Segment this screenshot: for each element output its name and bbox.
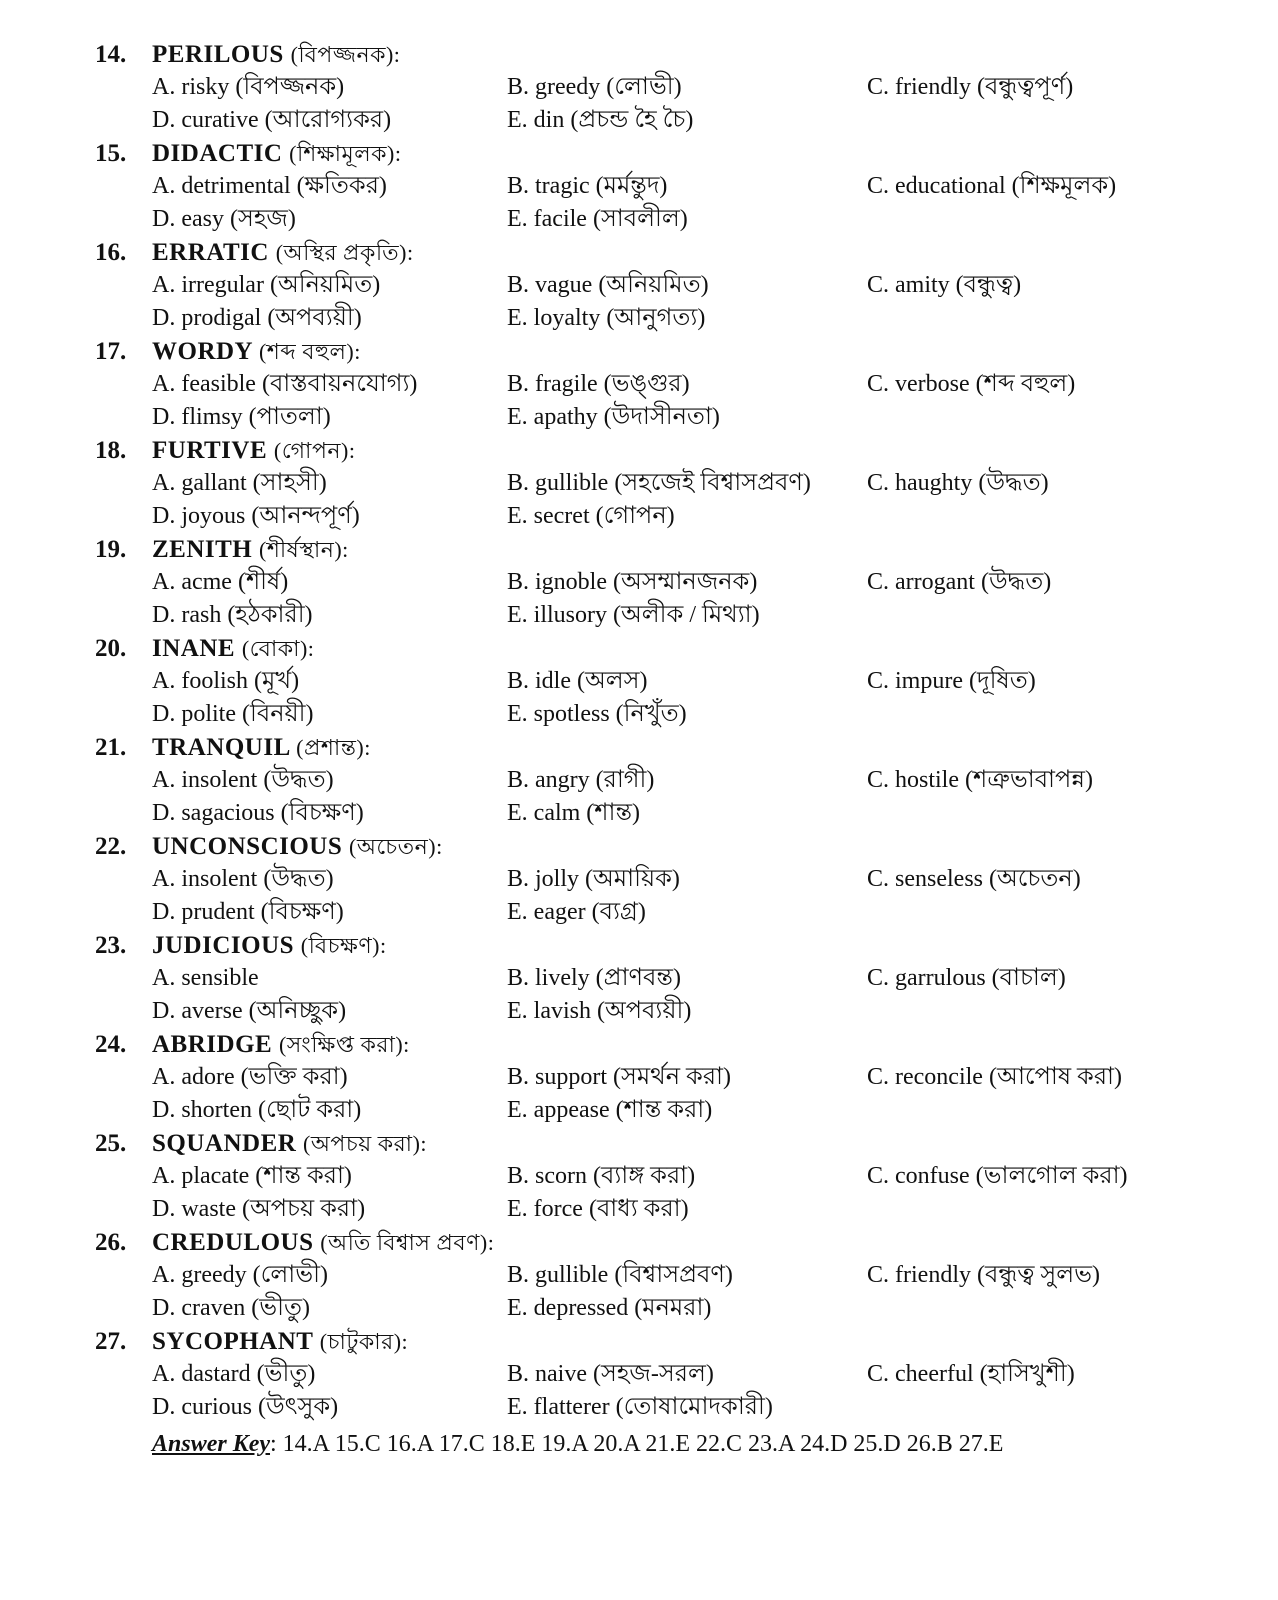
question-item — [0, 1325, 1278, 1424]
question-meaning: (প্রশান্ত): — [296, 735, 371, 760]
option-a: A. sensible — [152, 965, 259, 991]
options-row — [0, 962, 1278, 995]
option-e: E. calm (শান্ত) — [507, 800, 640, 826]
option-c: C. garrulous (বাচাল) — [867, 965, 1066, 991]
question-item — [0, 137, 1278, 236]
options-row — [0, 797, 1278, 830]
option-d: D. prodigal (অপব্যয়ী) — [152, 305, 362, 331]
question-meaning: (শিক্ষামূলক): — [289, 141, 402, 166]
option-a: A. foolish (মূর্খ) — [152, 668, 300, 694]
question-word-group — [152, 335, 361, 368]
option-b: B. fragile (ভঙ্গুর) — [507, 371, 690, 397]
option-b: B. gullible (বিশ্বাসপ্রবণ) — [507, 1262, 733, 1288]
question-word-group — [152, 1226, 494, 1259]
question-header — [0, 1028, 1278, 1061]
question-item — [0, 632, 1278, 731]
option-c: C. amity (বন্ধুত্ব) — [867, 272, 1022, 298]
question-word: INANE — [152, 635, 236, 662]
question-word-group — [152, 1127, 427, 1160]
question-header — [0, 38, 1278, 71]
options-row — [0, 170, 1278, 203]
question-number: 22. — [95, 833, 127, 860]
question-word-group — [152, 1028, 410, 1061]
question-meaning: (গোপন): — [273, 438, 356, 463]
question-number: 21. — [95, 734, 127, 761]
question-word-group — [152, 38, 400, 71]
option-c: C. friendly (বন্ধুত্ব সুলভ) — [867, 1262, 1101, 1288]
options-row — [0, 401, 1278, 434]
option-a: A. feasible (বাস্তবায়নযোগ্য) — [152, 371, 418, 397]
answer-key — [152, 1426, 1003, 1462]
options-row — [0, 896, 1278, 929]
options-row — [0, 1358, 1278, 1391]
question-word: UNCONSCIOUS — [152, 833, 343, 860]
question-header — [0, 731, 1278, 764]
options-row — [0, 1094, 1278, 1127]
option-a: A. risky (বিপজ্জনক) — [152, 74, 345, 100]
options-row — [0, 368, 1278, 401]
option-c: C. reconcile (আপোষ করা) — [867, 1064, 1123, 1090]
question-word: PERILOUS — [152, 41, 284, 68]
option-b: B. idle (অলস) — [507, 668, 648, 694]
question-number: 18. — [95, 437, 127, 464]
question-word-group — [152, 1325, 408, 1358]
option-c: C. friendly (বন্ধুত্বপূর্ণ) — [867, 74, 1074, 100]
question-word-group — [152, 731, 371, 764]
option-c: C. hostile (শত্রুভাবাপন্ন) — [867, 767, 1093, 793]
option-c: C. senseless (অচেতন) — [867, 866, 1081, 892]
option-b: B. tragic (মর্মন্তুদ) — [507, 173, 668, 199]
option-c: C. haughty (উদ্ধত) — [867, 470, 1049, 496]
option-e: E. apathy (উদাসীনতা) — [507, 404, 720, 430]
options-row — [0, 566, 1278, 599]
options-row — [0, 203, 1278, 236]
question-word: ERRATIC — [152, 239, 269, 266]
question-word-group — [152, 830, 443, 863]
question-meaning: (চাটুকার): — [319, 1329, 409, 1354]
question-header — [0, 1226, 1278, 1259]
question-header — [0, 137, 1278, 170]
option-d: D. polite (বিনয়ী) — [152, 701, 314, 727]
question-word: FURTIVE — [152, 437, 268, 464]
options-row — [0, 665, 1278, 698]
question-item — [0, 1028, 1278, 1127]
option-e: E. secret (গোপন) — [507, 503, 675, 529]
question-meaning: (অপচয় করা): — [303, 1131, 428, 1156]
option-a: A. gallant (সাহসী) — [152, 470, 327, 496]
option-b: B. gullible (সহজেই বিশ্বাসপ্রবণ) — [507, 470, 811, 496]
question-item — [0, 1226, 1278, 1325]
question-header — [0, 335, 1278, 368]
question-word: ZENITH — [152, 536, 253, 563]
question-number: 26. — [95, 1229, 127, 1256]
option-c: C. confuse (ভালগোল করা) — [867, 1163, 1128, 1189]
question-word-group — [152, 137, 401, 170]
option-d: D. sagacious (বিচক্ষণ) — [152, 800, 364, 826]
option-e: E. lavish (অপব্যয়ী) — [507, 998, 692, 1024]
question-item — [0, 929, 1278, 1028]
question-header — [0, 236, 1278, 269]
question-word: JUDICIOUS — [152, 932, 295, 959]
option-b: B. naive (সহজ-সরল) — [507, 1361, 714, 1387]
question-item — [0, 335, 1278, 434]
question-meaning: (অস্থির প্রকৃতি): — [275, 240, 414, 265]
option-a: A. acme (শীর্ষ) — [152, 569, 289, 595]
question-word: SQUANDER — [152, 1130, 297, 1157]
options-row — [0, 269, 1278, 302]
option-e: E. force (বাধ্য করা) — [507, 1196, 689, 1222]
options-row — [0, 764, 1278, 797]
question-number: 24. — [95, 1031, 127, 1058]
options-row — [0, 104, 1278, 137]
options-row — [0, 1259, 1278, 1292]
option-d: D. curative (আরোগ্যকর) — [152, 107, 392, 133]
question-number: 17. — [95, 338, 127, 365]
option-b: B. scorn (ব্যাঙ্গ করা) — [507, 1163, 696, 1189]
option-a: A. placate (শান্ত করা) — [152, 1163, 352, 1189]
option-e: E. facile (সাবলীল) — [507, 206, 688, 232]
question-word-group — [152, 236, 414, 269]
option-c: C. verbose (শব্দ বহুল) — [867, 371, 1076, 397]
question-header — [0, 434, 1278, 467]
option-d: D. waste (অপচয় করা) — [152, 1196, 366, 1222]
option-a: A. insolent (উদ্ধত) — [152, 767, 334, 793]
question-meaning: (অচেতন): — [349, 834, 443, 859]
question-header — [0, 1325, 1278, 1358]
option-e: E. appease (শান্ত করা) — [507, 1097, 713, 1123]
option-c: C. cheerful (হাসিখুশী) — [867, 1361, 1075, 1387]
question-word: ABRIDGE — [152, 1031, 273, 1058]
options-row — [0, 698, 1278, 731]
option-b: B. support (সমর্থন করা) — [507, 1064, 731, 1090]
question-word-group — [152, 632, 314, 665]
option-a: A. dastard (ভীতু) — [152, 1361, 316, 1387]
question-header — [0, 929, 1278, 962]
question-word: SYCOPHANT — [152, 1328, 314, 1355]
question-word-group — [152, 533, 349, 566]
question-word: TRANQUIL — [152, 734, 290, 761]
option-b: B. ignoble (অসম্মানজনক) — [507, 569, 758, 595]
question-item — [0, 830, 1278, 929]
options-row — [0, 467, 1278, 500]
option-d: D. easy (সহজ) — [152, 206, 296, 232]
option-d: D. craven (ভীতু) — [152, 1295, 311, 1321]
option-e: E. illusory (অলীক / মিথ্যা) — [507, 602, 760, 628]
option-e: E. loyalty (আনুগত্য) — [507, 305, 706, 331]
option-d: D. flimsy (পাতলা) — [152, 404, 331, 430]
question-item — [0, 434, 1278, 533]
answer-key-values: : 14.A 15.C 16.A 17.C 18.E 19.A 20.A 21.E 22.C 23.A 24.D 25.D 26.B 27.E — [270, 1431, 1004, 1457]
question-header — [0, 1127, 1278, 1160]
options-row — [0, 863, 1278, 896]
question-meaning: (শীর্ষস্থান): — [259, 537, 349, 562]
option-e: E. din (প্রচন্ড হৈ চৈ) — [507, 107, 694, 133]
question-number: 20. — [95, 635, 127, 662]
options-row — [0, 1292, 1278, 1325]
question-number: 23. — [95, 932, 127, 959]
option-e: E. flatterer (তোষামোদকারী) — [507, 1394, 773, 1420]
options-row — [0, 500, 1278, 533]
option-a: A. irregular (অনিয়মিত) — [152, 272, 381, 298]
option-d: D. shorten (ছোট করা) — [152, 1097, 362, 1123]
options-row — [0, 302, 1278, 335]
question-meaning: (সংক্ষিপ্ত করা): — [278, 1032, 410, 1057]
answer-key-label: Answer Key — [152, 1431, 271, 1457]
question-item — [0, 1127, 1278, 1226]
options-row — [0, 71, 1278, 104]
question-word-group — [152, 929, 387, 962]
option-e: E. spotless (নিখুঁত) — [507, 701, 687, 727]
question-word: WORDY — [152, 338, 253, 365]
question-meaning: (বোকা): — [241, 636, 315, 661]
question-word: CREDULOUS — [152, 1229, 314, 1256]
option-e: E. eager (ব্যগ্র) — [507, 899, 646, 925]
options-row — [0, 995, 1278, 1028]
option-b: B. greedy (লোভী) — [507, 74, 682, 100]
option-d: D. averse (অনিচ্ছুক) — [152, 998, 347, 1024]
question-meaning: (বিচক্ষণ): — [300, 933, 387, 958]
question-meaning: (অতি বিশ্বাস প্রবণ): — [320, 1230, 495, 1255]
options-row — [0, 1160, 1278, 1193]
question-header — [0, 632, 1278, 665]
question-number: 15. — [95, 140, 127, 167]
option-a: A. insolent (উদ্ধত) — [152, 866, 334, 892]
option-e: E. depressed (মনমরা) — [507, 1295, 712, 1321]
question-number: 25. — [95, 1130, 127, 1157]
question-number: 14. — [95, 41, 127, 68]
question-meaning: (শব্দ বহুল): — [258, 339, 361, 364]
option-d: D. joyous (আনন্দপূর্ণ) — [152, 503, 360, 529]
options-row — [0, 1193, 1278, 1226]
question-word: DIDACTIC — [152, 140, 283, 167]
question-word-group — [152, 434, 355, 467]
option-c: C. arrogant (উদ্ধত) — [867, 569, 1052, 595]
question-number: 16. — [95, 239, 127, 266]
question-item — [0, 38, 1278, 137]
option-d: D. rash (হঠকারী) — [152, 602, 313, 628]
option-b: B. lively (প্রাণবন্ত) — [507, 965, 681, 991]
question-header — [0, 830, 1278, 863]
question-item — [0, 731, 1278, 830]
question-number: 27. — [95, 1328, 127, 1355]
option-b: B. jolly (অমায়িক) — [507, 866, 680, 892]
option-a: A. adore (ভক্তি করা) — [152, 1064, 348, 1090]
option-a: A. detrimental (ক্ষতিকর) — [152, 173, 387, 199]
options-row — [0, 1391, 1278, 1424]
option-a: A. greedy (লোভী) — [152, 1262, 328, 1288]
option-d: D. prudent (বিচক্ষণ) — [152, 899, 344, 925]
option-d: D. curious (উৎসুক) — [152, 1394, 339, 1420]
question-meaning: (বিপজ্জনক): — [290, 42, 401, 67]
option-c: C. impure (দূষিত) — [867, 668, 1036, 694]
question-item — [0, 533, 1278, 632]
options-row — [0, 1061, 1278, 1094]
option-b: B. angry (রাগী) — [507, 767, 655, 793]
option-c: C. educational (শিক্ষমূলক) — [867, 173, 1117, 199]
question-list — [0, 38, 1278, 1424]
question-header — [0, 533, 1278, 566]
question-number: 19. — [95, 536, 127, 563]
options-row — [0, 599, 1278, 632]
question-item — [0, 236, 1278, 335]
option-b: B. vague (অনিয়মিত) — [507, 272, 709, 298]
